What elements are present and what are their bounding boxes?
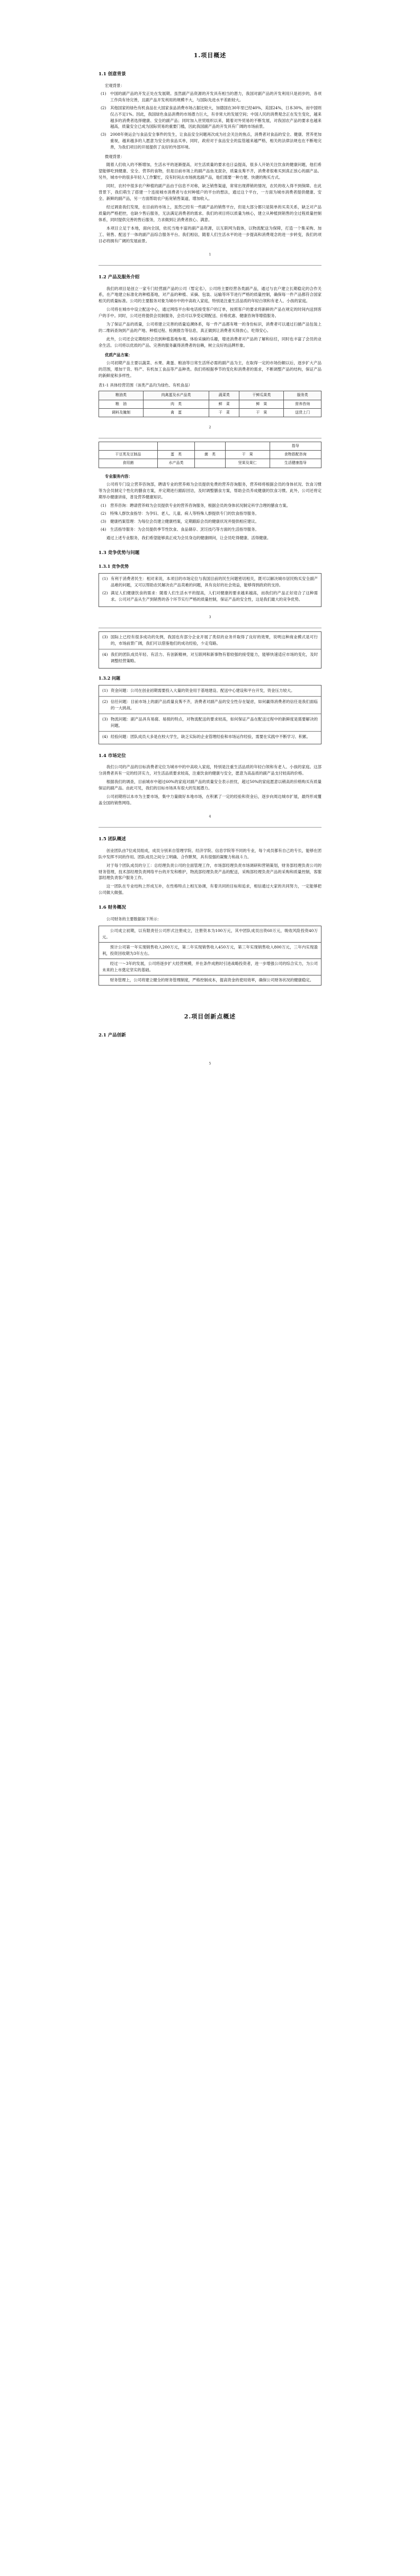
list-item: (4) 我们的团队成员年轻、有活力、有创新精神，对互联网和新事物有着较强的接受能力，能够快速适应市场的变化，及时调整经营策略。 <box>102 652 318 663</box>
chapter-2-title: 2.项目创新点概述 <box>184 1013 236 1021</box>
paragraph: 我们公司的产品的目标消费者定位为城市中的中高收入家庭，特别是注重生活品质的年轻白领和有老人、小孩的家庭。这部分消费者具有一定的经济实力，对生活品质要求较高，注重饮食的健康与安全，愿意为高品质的副产品支付较高的价格。 <box>99 764 321 776</box>
finance-box <box>99 926 321 986</box>
list-item: (4) 生活指导服务：为会员提供季节性饮食、食品储存、烹饪技巧等方面的生活指导服务。 <box>101 526 259 532</box>
paragraph: 创业团队由7位成员组成，成员分别来自管理学院、经济学院、信息学院等不同的专业，每个成员都有自己的专长，能够在团队中发挥不同的作用。团队成员之间分工明确、合作默契，具有很强的凝聚力和战斗力。 <box>99 848 321 859</box>
paragraph: 为了保证产品的质量，公司将建立完善的质量追溯体系，每一件产品都有唯一的身份标识，消费者可以通过扫描产品包装上的二维码查询到产品的产地、种植过程、检测报告等信息，真正做到让消费者买得放心，吃得安心。 <box>99 322 321 333</box>
page-number: 1 <box>209 252 211 257</box>
list-item: (3) 物流问题：副产品具有易腐、易损的特点，对物流配送的要求较高，如何保证产品在配送过程中的新鲜度是需要解决的问题。 <box>102 716 318 728</box>
macro-background-list <box>99 91 321 151</box>
page-divider <box>99 827 321 828</box>
list-item: (1) 中国的副产品的开发正处在发展期。虽然副产品资源的开发具有相当的潜力，我国对副产品的开发利用只是初步的，各项工作尚有待完善，且副产品开发利用的规模不大，与国际先进水平差距较大。 <box>101 91 321 102</box>
page-number: 3 <box>209 615 211 620</box>
paragraph: 通过上述专业服务，我们希望能够真正成为会员身边的健康顾问，让会员吃得健康、活得健康。 <box>106 535 271 540</box>
macro-background-label: 宏观背景： <box>105 83 124 88</box>
chapter-1-title: 1.项目概述 <box>193 52 227 59</box>
list-item: (3) 国际上已经有很多成功的先例，我国也有部分企业开展了类似的业务并取得了良好的效果，说明这种商业模式是可行的，市场前景广阔，我们可以借鉴他们的成功经验，少走弯路。 <box>102 634 318 646</box>
micro-background-label: 微观背景： <box>105 154 124 160</box>
paragraph: 公司财务的主要数据如下所示： <box>106 917 162 922</box>
table-row: 粮 油 肉 类 鲜 菜 鲜 果 营养咨询 <box>99 400 321 408</box>
services-list <box>99 503 321 533</box>
business-scope-table <box>99 391 321 417</box>
list-item: (1) 有利于消费者民生：相对来说，本项目的市场定位与我国目前的民生问题密切相关，既可以解决城市居民购买安全副产品难的问题，又可以帮助农民解决农产品卖难的问题，具有良好的社会效益，能够得到政府的支持。 <box>102 576 318 588</box>
list-item: (1) 资金问题：公司在创业初期需要投入大量的资金用于基地建设、配送中心建设和平台开发，资金压力较大。 <box>102 688 295 693</box>
section-1-1-heading: 1.1 创意背景 <box>99 71 126 77</box>
finance-row: 财务管理上，公司将建立健全的财务管理制度，严格控制成本，提高资金的使用效率，确保公司财务状况的健康稳定。 <box>110 978 314 983</box>
section-1-5-heading: 1.5 团队概述 <box>99 836 126 842</box>
section-1-6-heading: 1.6 财务概况 <box>99 905 126 911</box>
finance-row: 经过一～3年的发展，公司将逐步扩大经营规模，并在条件成熟时引进战略投资者，进一步增强公司的综合实力，为公司未来的上市奠定坚实的基础。 <box>99 959 321 975</box>
paragraph: 本项目立足于本地，面向全国，依托当地丰富的副产品资源，以互联网为载体，以物流配送为保障，打造一个集采购、加工、销售、配送于一体的副产品综合服务平台。我们相信，随着人们生活水平的进一步提高和消费观念的进一步转变，我们的项目必将拥有广阔的发展前景。 <box>99 226 321 244</box>
products-heading: 优质产品方案： <box>105 353 132 358</box>
paragraph: 同时，农村中很多农户种植的副产品由于信息不对称，缺乏销售渠道，常常出现滞销的情况，农民的收入得不到保障。在此背景下，我们萌生了搭建一个连接城市消费者与农村种植户的平台的想法，通过这个平台，一方面为城市消费者提供健康、安全、新鲜的副产品，另一方面帮助农户拓宽销售渠道，增加收入。 <box>99 183 321 201</box>
finance-row: 预计公司第一年实现销售收入200万元，第二年实现销售收入450万元，第三年实现销售收入800万元，三年内实现盈利，投资回收期为3年左右。 <box>99 943 321 959</box>
table-row: 食用菌 水产品类 坚果及果仁 生活健康指导 <box>99 459 321 468</box>
paragraph: 对于每个团队成员的分工：总经理负责公司的全面管理工作，市场部经理负责市场调研和营销策划，财务部经理负责公司的财务管理，技术部经理负责网络平台的开发和维护，物流部经理负责产品的配送，采购部经理负责产品的采购和质量控制，客服部经理负责客户服务工作。 <box>99 863 321 881</box>
table-row: 粮油类 肉禽蛋及水产品类 蔬菜类 干鲜瓜果类 服务类 <box>99 391 321 400</box>
table-row: 指导 <box>99 442 321 450</box>
paragraph: 经过调查我们发现，在目前的市场上，虽然已经有一些副产品的销售平台，但是大部分都只是简单的买卖关系，缺乏对产品质量的严格把控，也缺少售后服务，无法满足消费者的需求。我们的项目将以质量为核心，建立从种植到销售的全过程质量控制体系，同时提供完善的售后服务，力求做到让消费者放心、满意。 <box>99 205 321 223</box>
list-item: (2) 信任问题：目前市场上的副产品质量良莠不齐，消费者对副产品的安全性存在疑虑，如何赢得消费者的信任是我们面临的一大挑战。 <box>102 699 318 710</box>
list-item: (2) 特殊人群饮食指导：为孕妇、老人、儿童、病人等特殊人群提供专门的饮食指导服务。 <box>101 511 259 516</box>
paragraph: 公司初期产品主要以蔬菜、水果、禽蛋、粮油等日常生活所必需的副产品为主，在取得一定的市场份额以后，逐步扩大产品的范围，增加干货、特产、有机加工食品等产品种类。我们将根据季节的变化和消费者的需求，不断调整产品的结构，保证产品的新鲜度和多样性。 <box>99 361 321 379</box>
page-number: 5 <box>209 1061 211 1066</box>
paragraph: 我们的项目是创立一家专门经营副产品的公司（暂定名），公司将主要经营各类副产品，通过与农户建立长期稳定的合作关系，在产地建立标准化的种植基地，对产品的种植、采摘、包装、运输等环节进行严格的质量控制，确保每一件产品都符合国家相关的质量标准。公司的主要服务对象为城市中的中高收入家庭，特别是注重生活品质的年轻白领和有老人、小孩的家庭。 <box>99 286 321 304</box>
list-item: (2) 其他国家的绿色有机食品在大国家食品消费市场占据比较大，加德国在30年里已经40%，美国24%，日本30%，而中国则仅占不足1%。因此，我国绿色食品消费的市场潜力巨大，有非常大的发展空间；中国人民的消费观念正在发生变化，越来越多的消费者选择健康、安全的副产品；同时加入世贸组织以来，随着对外贸易的不断发展，对我国农产品的要求也越来越高，质量安全已成为国际贸易的重要门槛，因此我国副产品的开发具有广阔的市场前景。 <box>101 105 321 129</box>
section-1-3-heading: 1.3 竞争优势与问题 <box>99 550 140 556</box>
paragraph: 随着人们收入的不断增加，生活水平的逐渐提高，对生活质量的要求也日益提高，很多人开始关注饮食的健康问题，他们希望能够吃到健康、安全、营养的食物，但是目前市场上的副产品鱼龙混杂，质量良莠不齐，消费者很难买到真正放心的副产品。另外，城市中的很多年轻人工作繁忙，没有时间去市场挑选副产品，他们需要一种方便、快捷的购买方式。 <box>99 162 321 180</box>
paragraph: 这一团队在专业结构上形成互补，在性格特点上相互协调，有着共同的目标和追求，相信通过大家的共同努力，一定能够把公司做大做强。 <box>99 884 321 895</box>
table-row: 调料及腌制 禽 蛋 干 菜 干 果 送货上门 <box>99 408 321 417</box>
list-item: (3) 2008年奥运会与食品安全事件的发生，让食品安全问题再次成为社会关注的焦点，消费者对食品的安全、健康、营养更加重视，越来越多的人愿意为安全的食品买单，同时，政府对于食品安全的监管越来越严格，相关的法律法规也在不断地完善，为我们项目的开展提供了良好的外部环境。 <box>101 132 321 150</box>
list-item: (1) 营养咨询：聘请营养师为会员提供专业的营养咨询服务，根据会员的身体状况制定科学合理的膳食方案。 <box>101 503 290 508</box>
finance-row: 公司成立初期，以有限责任公司形式注册成立，注册资本为100万元，其中团队成员出资60万元，吸收风险投资40万元。 <box>99 926 321 943</box>
list-item: (2) 满足人们健康饮食的需求：随着人们生活水平的提高，人们对健康的要求越来越高，而我们的产品正好迎合了这种需求。公司对产品从生产到销售的各个环节实行严格的质量控制，保证产品的安全性，这是我们最大的竞争优势。 <box>102 591 318 602</box>
section-1-2-heading: 1.2 产品及服务介绍 <box>99 274 140 280</box>
section-2-1-heading: 2.1 产品创新 <box>99 1032 126 1038</box>
paragraph: 此外，公司还会定期组织会员到种植基地参观、体验采摘的乐趣，增进消费者对产品的了解和信任，同时也丰富了会员的业余生活。公司将以优质的产品、完善的服务赢得消费者的信赖，树立良好的品牌形象。 <box>99 337 321 348</box>
paragraph: 根据我们的调查，目前城市中超过60%的家庭对副产品的质量安全表示担忧，超过50%的家庭愿意以稍高的价格购买有质量保证的副产品。由此可见，我们的目标市场具有很大的发展潜力。 <box>99 779 321 791</box>
problems-box <box>99 685 321 744</box>
page-divider <box>99 265 321 266</box>
page-number: 2 <box>209 425 211 430</box>
subsection-1-3-1-heading: 1.3.1 竞争优势 <box>99 564 129 569</box>
page-number: 4 <box>209 814 211 819</box>
list-item: (4) 经验问题：团队成员大多是在校大学生，缺乏实际的企业管理经验和市场运作经验，需要在实践中不断学习、积累。 <box>102 734 310 739</box>
paragraph: 公司初期将以本市为主要市场，集中力量做好本地市场，在积累了一定的经验和资金后，逐步向周边城市扩展，最终形成覆盖全国的销售网络。 <box>99 794 321 806</box>
advantages-box <box>99 573 321 607</box>
special-services-heading: 专业服务内容： <box>105 473 132 479</box>
advantages-box-continued <box>99 631 321 669</box>
section-1-4-heading: 1.4 市场定位 <box>99 753 126 759</box>
paragraph: 公司将在城市中设立配送中心，通过网络平台和电话接受客户的订单，按照客户的要求将新鲜的产品在规定的时间内送到客户的手中。同时，公司还将提供会员制服务，会员可以享受定期配送、价格优惠、健康咨询等增值服务。 <box>99 307 321 319</box>
business-scope-table-continued <box>99 442 321 468</box>
paragraph: 公司将专门设立营养咨询部，聘请专业的营养师为会员提供免费的营养咨询服务，营养师将根据会员的身体状况、饮食习惯等为会员制定个性化的膳食方案，并定期进行跟踪回访，及时调整膳食方案，帮助会员养成健康的饮食习惯。此外，公司还将定期举办健康讲座，普及营养健康知识。 <box>99 481 321 499</box>
table-caption: 表1-1 具体经营范围（该类产品均为绿色、有机食品） <box>99 383 192 388</box>
subsection-1-3-2-heading: 1.3.2 问题 <box>99 675 121 681</box>
table-row: 干豆类及豆制品 蛋 类 菌 类 干 果 食物搭配咨询 <box>99 451 321 459</box>
list-item: (3) 健康档案管理：为每位会员建立健康档案，定期跟踪会员的健康状况并提供相应建议。 <box>101 518 259 524</box>
